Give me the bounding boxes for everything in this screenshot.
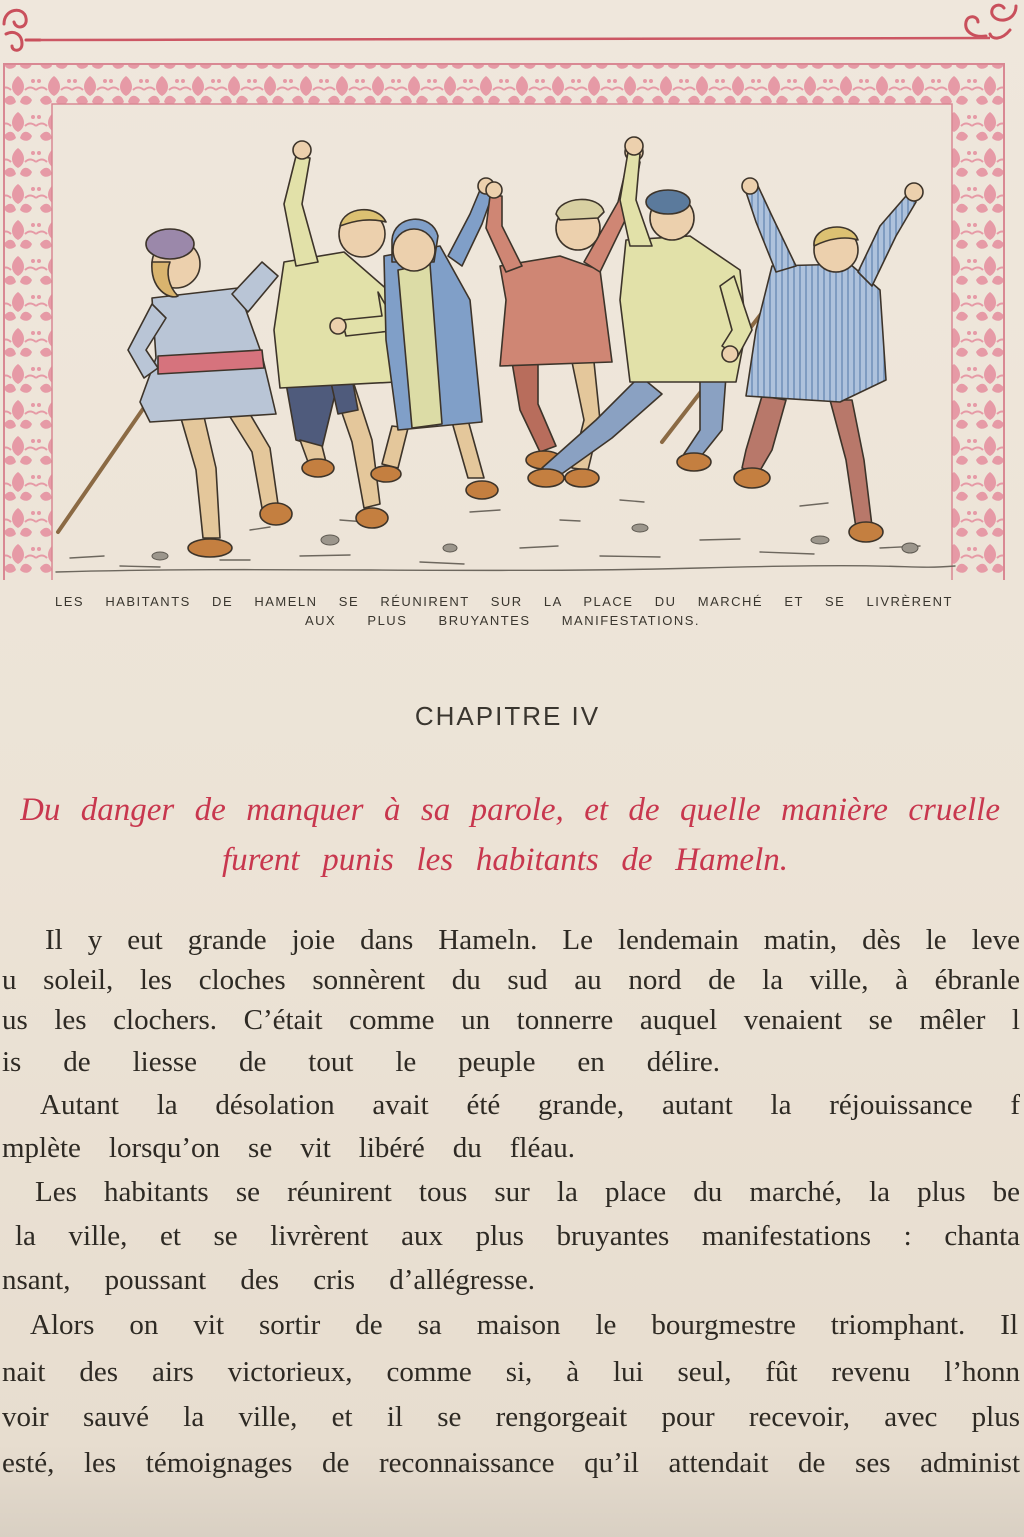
dancer-3-shoe [466,481,498,499]
frame-band-right [952,104,1004,580]
dancer-3-head [393,229,435,271]
body-line: nait des airs victorieux, comme si, à lui seul, fût revenu l’honn [2,1356,1020,1388]
dancer-6-shoe [849,522,883,542]
dancer-3-leg [452,420,484,478]
chapter-illustration [0,0,1024,590]
body-line: u soleil, les cloches sonnèrent du sud au nord de la ville, à ébranle [2,964,1020,996]
dancer-5-shoe [528,469,564,487]
dancer-6 [734,178,923,542]
dancer-5-cap [646,190,690,214]
dancer-4 [486,143,643,487]
dancer-2-arm [284,156,318,266]
dancer-2-hand [330,318,346,334]
dancer-4-hand [486,182,502,198]
dancer-6-tunic [746,264,886,402]
frame-band-left [4,104,52,580]
body-line: voir sauvé la ville, et il se rengorgeait pour recevoir, avec plus [2,1401,1020,1433]
chapter-subtitle-line: furent punis les habitants de Hameln. [222,842,788,878]
frame-band-top [4,64,1004,104]
body-line: us les clochers. C’était comme un tonnerre auquel venaient se mêler l [2,1004,1020,1036]
dancer-6-leg [742,396,786,474]
dancer-4-leg [512,362,556,452]
dancer-6-leg [830,400,872,528]
dancer-1-shoe [260,503,292,525]
dancer-1-cap [146,229,194,259]
body-line: mplète lorsqu’on se vit libéré du fléau. [2,1132,575,1164]
body-line: Les habitants se réunirent tous sur la place du marché, la plus be [35,1176,1020,1208]
dancer-5-leg [542,376,662,478]
dancer-6-hand [742,178,758,194]
chapter-title: CHAPITRE IV [414,701,601,731]
dancer-3-leg [382,426,408,468]
illustration-caption-line: LES HABITANTS DE HAMELN SE RÉUNIRENT SUR LA PLACE DU MARCHÉ ET SE LIVRÈRENT [55,594,953,609]
body-line: Alors on vit sortir de sa maison le bourgmestre triomphant. Il [30,1309,1018,1341]
dancer-5-hand [722,346,738,362]
dancer-5-hand [625,137,643,155]
dancer-1-leg [222,404,278,508]
dancer-4-tunic [500,256,612,366]
dancer-5-shoe [677,453,711,471]
dancer-6-arm [746,186,796,272]
dancer-6-hand [905,183,923,201]
dancer-2-shoe [356,508,388,528]
body-line: Il y eut grande joie dans Hameln. Le lendemain matin, dès le leve [45,924,1020,956]
body-line: Autant la désolation avait été grande, autant la réjouissance f [40,1089,1020,1121]
dancer-3-shoe [371,466,401,482]
body-line: la ville, et se livrèrent aux plus bruyantes manifestations : chanta [15,1220,1020,1252]
dancer-6-shoe [734,468,770,488]
chapter-subtitle-line: Du danger de manquer à sa parole, et de quelle manière cruelle [20,792,1000,828]
illustration-caption-line: AUX PLUS BRUYANTES MANIFESTATIONS. [305,613,700,628]
dancer-1 [58,229,292,557]
dancer-2-hand [293,141,311,159]
body-line: nsant, poussant des cris d’allégresse. [2,1264,535,1296]
dancer-3 [371,178,498,499]
dancer-6-arm [858,196,916,286]
dancer-1-leg [178,408,220,538]
dancer-2-shoe [302,459,334,477]
corner-ornament-left [4,10,40,50]
top-rule [40,38,990,40]
dancer-4-arm [486,196,522,272]
dancer-4-shoe [565,469,599,487]
body-line: is de liesse de tout le peuple en délire. [2,1046,720,1078]
dancer-5-leg [684,376,726,460]
dancer-4-hat [556,199,604,220]
corner-ornament-right [966,5,1016,38]
dancer-1-shoe [188,539,232,557]
ground-stones [152,524,918,560]
body-line: esté, les témoignages de reconnaissance qu’il attendait de ses administ [2,1447,1020,1479]
